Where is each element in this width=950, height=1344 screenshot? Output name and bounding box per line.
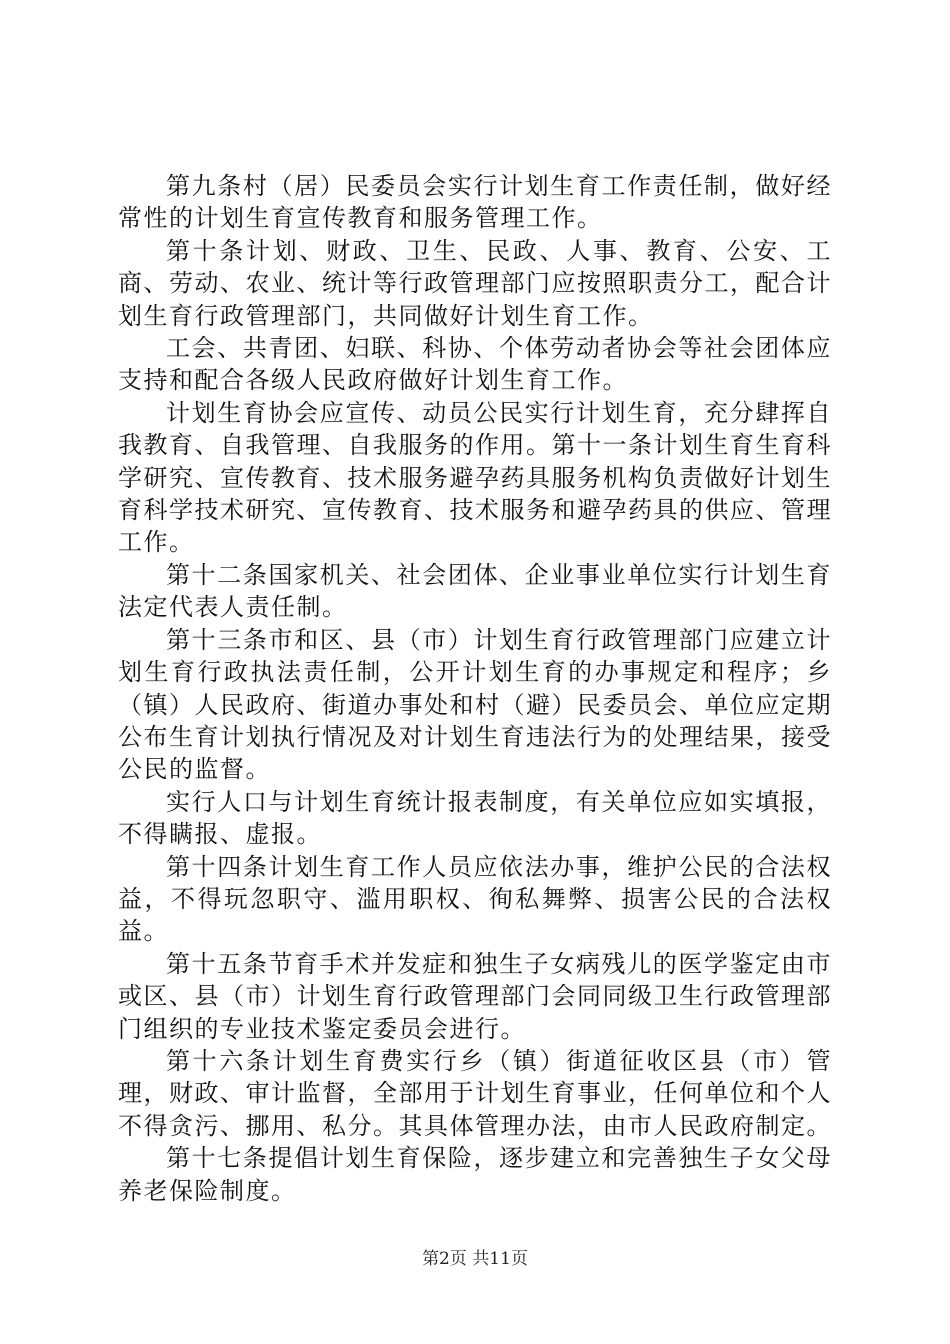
- paragraph-article-11: 计划生育协会应宣传、动员公民实行计划生育，充分肆挥自我教育、自我管理、自我服务的作用。第十一条计划生育生育科学研究、宣传教育、技术服务避孕药具服务机构负责做好计划生育科学技术研究、宣传教育、技术服务和避孕药具的供应、管理工作。: [118, 398, 832, 557]
- paragraph-article-16: 第十六条计划生育费实行乡（镇）街道征收区县（市）管理，财政、审计监督，全部用于计划生育事业，任何单位和个人不得贪污、挪用、私分。其具体管理办法，由市人民政府制定。: [118, 1046, 832, 1140]
- paragraph-article-17: 第十七条提倡计划生育保险，逐步建立和完善独生子女父母养老保险制度。: [118, 1144, 832, 1205]
- page-number-footer: 第2页 共11页: [422, 1249, 528, 1269]
- paragraph-statistics: 实行人口与计划生育统计报表制度，有关单位应如实填报，不得瞒报、虚报。: [118, 787, 832, 849]
- paragraph-article-10: 第十条计划、财政、卫生、民政、人事、教育、公安、工商、劳动、农业、统计等行政管理部门应按照职责分工，配合计划生育行政管理部门，共同做好计划生育工作。: [118, 236, 832, 330]
- paragraph-article-14: 第十四条计划生育工作人员应依法办事，维护公民的合法权益，不得玩忽职守、滥用职权、徇私舞弊、损害公民的合法权益。: [118, 852, 832, 946]
- paragraph-article-9: 第九条村（居）民委员会实行计划生育工作责任制，做好经常性的计划生育宣传教育和服务管理工作。: [118, 172, 832, 233]
- paragraph-article-15: 第十五条节育手术并发症和独生子女病残儿的医学鉴定由市或区、县（市）计划生育行政管理部门会同同级卫生行政管理部门组织的专业技术鉴定委员会进行。: [118, 949, 832, 1043]
- paragraph-social-groups: 工会、共青团、妇联、科协、个体劳动者协会等社会团体应支持和配合各级人民政府做好计划生育工作。: [118, 334, 832, 395]
- paragraph-article-13: 第十三条市和区、县（市）计划生育行政管理部门应建立计划生育行政执法责任制，公开计划生育的办事规定和程序；乡（镇）人民政府、街道办事处和村（避）民委员会、单位应定期公布生育计划执行情况及对计划生育违法行为的处理结果，接受公民的监督。: [118, 625, 832, 784]
- document-body: [118, 170, 832, 1207]
- paragraph-article-12: 第十二条国家机关、社会团体、企业事业单位实行计划生育法定代表人责任制。: [118, 560, 832, 622]
